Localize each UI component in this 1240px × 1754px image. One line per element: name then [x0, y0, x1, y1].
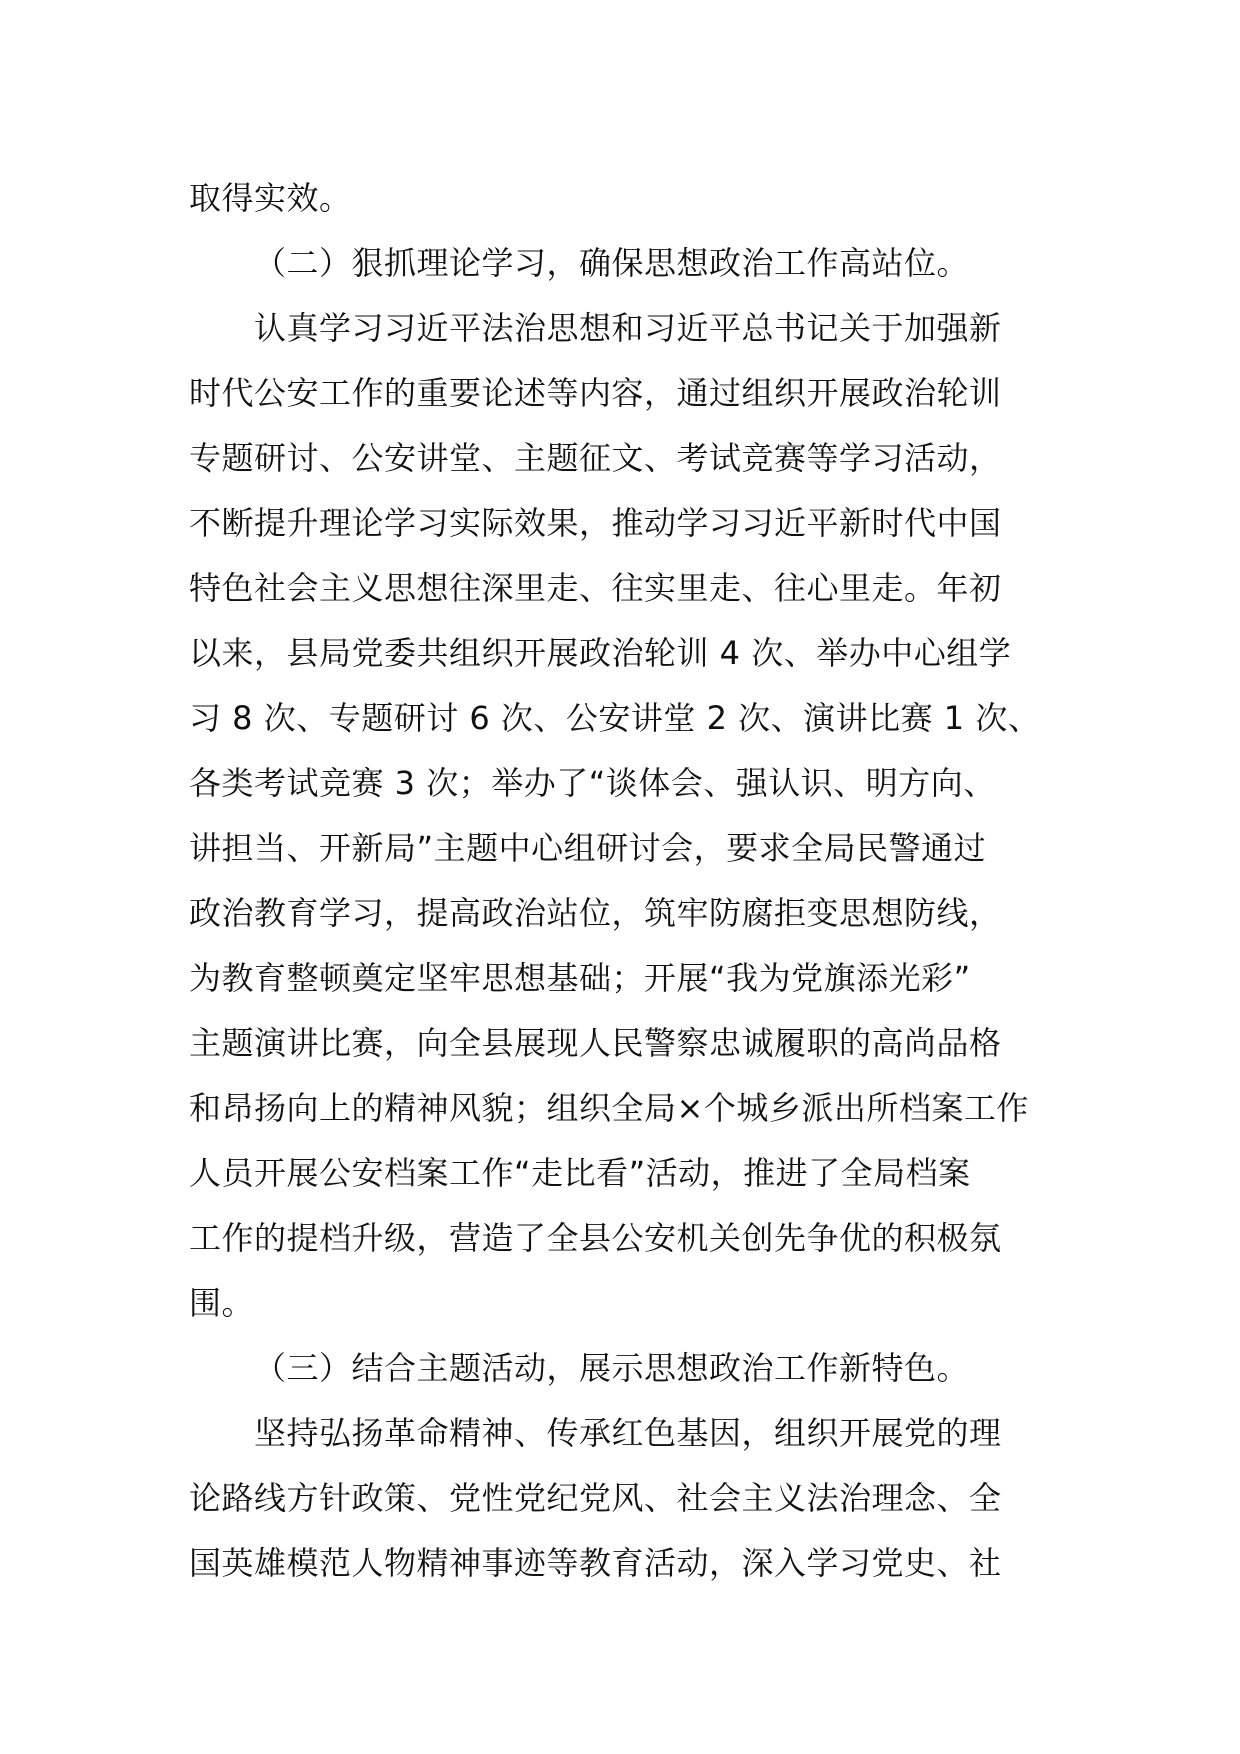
text-line: 习 8 次、专题研讨 6 次、公安讲堂 2 次、演讲比赛 1 次、	[189, 699, 1041, 737]
text-line: 不断提升理论学习实际效果，推动学习习近平新时代中国	[189, 504, 1002, 542]
text-line: 各类考试竞赛 3 次；举办了“谈体会、强认识、明方向、	[189, 764, 996, 802]
text-line: 讲担当、开新局”主题中心组研讨会，要求全局民警通过	[189, 829, 987, 867]
text-line: 政治教育学习，提高政治站位，筑牢防腐拒变思想防线，	[189, 894, 1002, 932]
text-line: 围。	[189, 1284, 255, 1322]
text-line: 认真学习习近平法治思想和习近平总书记关于加强新	[254, 309, 1002, 347]
text-line: 取得实效。	[189, 179, 352, 217]
section-heading: （三）结合主题活动，展示思想政治工作新特色。	[254, 1349, 970, 1387]
text-line: 坚持弘扬革命精神、传承红色基因，组织开展党的理	[254, 1414, 1002, 1452]
text-line: 特色社会主义思想往深里走、往实里走、往心里走。年初	[189, 569, 1002, 607]
text-line: 工作的提档升级，营造了全县公安机关创先争优的积极氛	[189, 1219, 1002, 1257]
text-line: 时代公安工作的重要论述等内容，通过组织开展政治轮训	[189, 374, 1002, 412]
text-line: 为教育整顿奠定坚牢思想基础；开展“我为党旗添光彩”	[189, 959, 971, 997]
text-line: 论路线方针政策、党性党纪党风、社会主义法治理念、全	[189, 1479, 1002, 1517]
text-line: 以来，县局党委共组织开展政治轮训 4 次、举办中心组学	[189, 634, 1012, 672]
text-line: 和昂扬向上的精神风貌；组织全局×个城乡派出所档案工作	[189, 1089, 1029, 1127]
text-line: 专题研讨、公安讲堂、主题征文、考试竞赛等学习活动，	[189, 439, 1002, 477]
section-heading: （二）狠抓理论学习，确保思想政治工作高站位。	[254, 244, 970, 282]
text-line: 国英雄模范人物精神事迹等教育活动，深入学习党史、社	[189, 1544, 1002, 1582]
text-line: 人员开展公安档案工作“走比看”活动，推进了全局档案	[189, 1154, 971, 1192]
text-line: 主题演讲比赛，向全县展现人民警察忠诚履职的高尚品格	[189, 1024, 1002, 1062]
